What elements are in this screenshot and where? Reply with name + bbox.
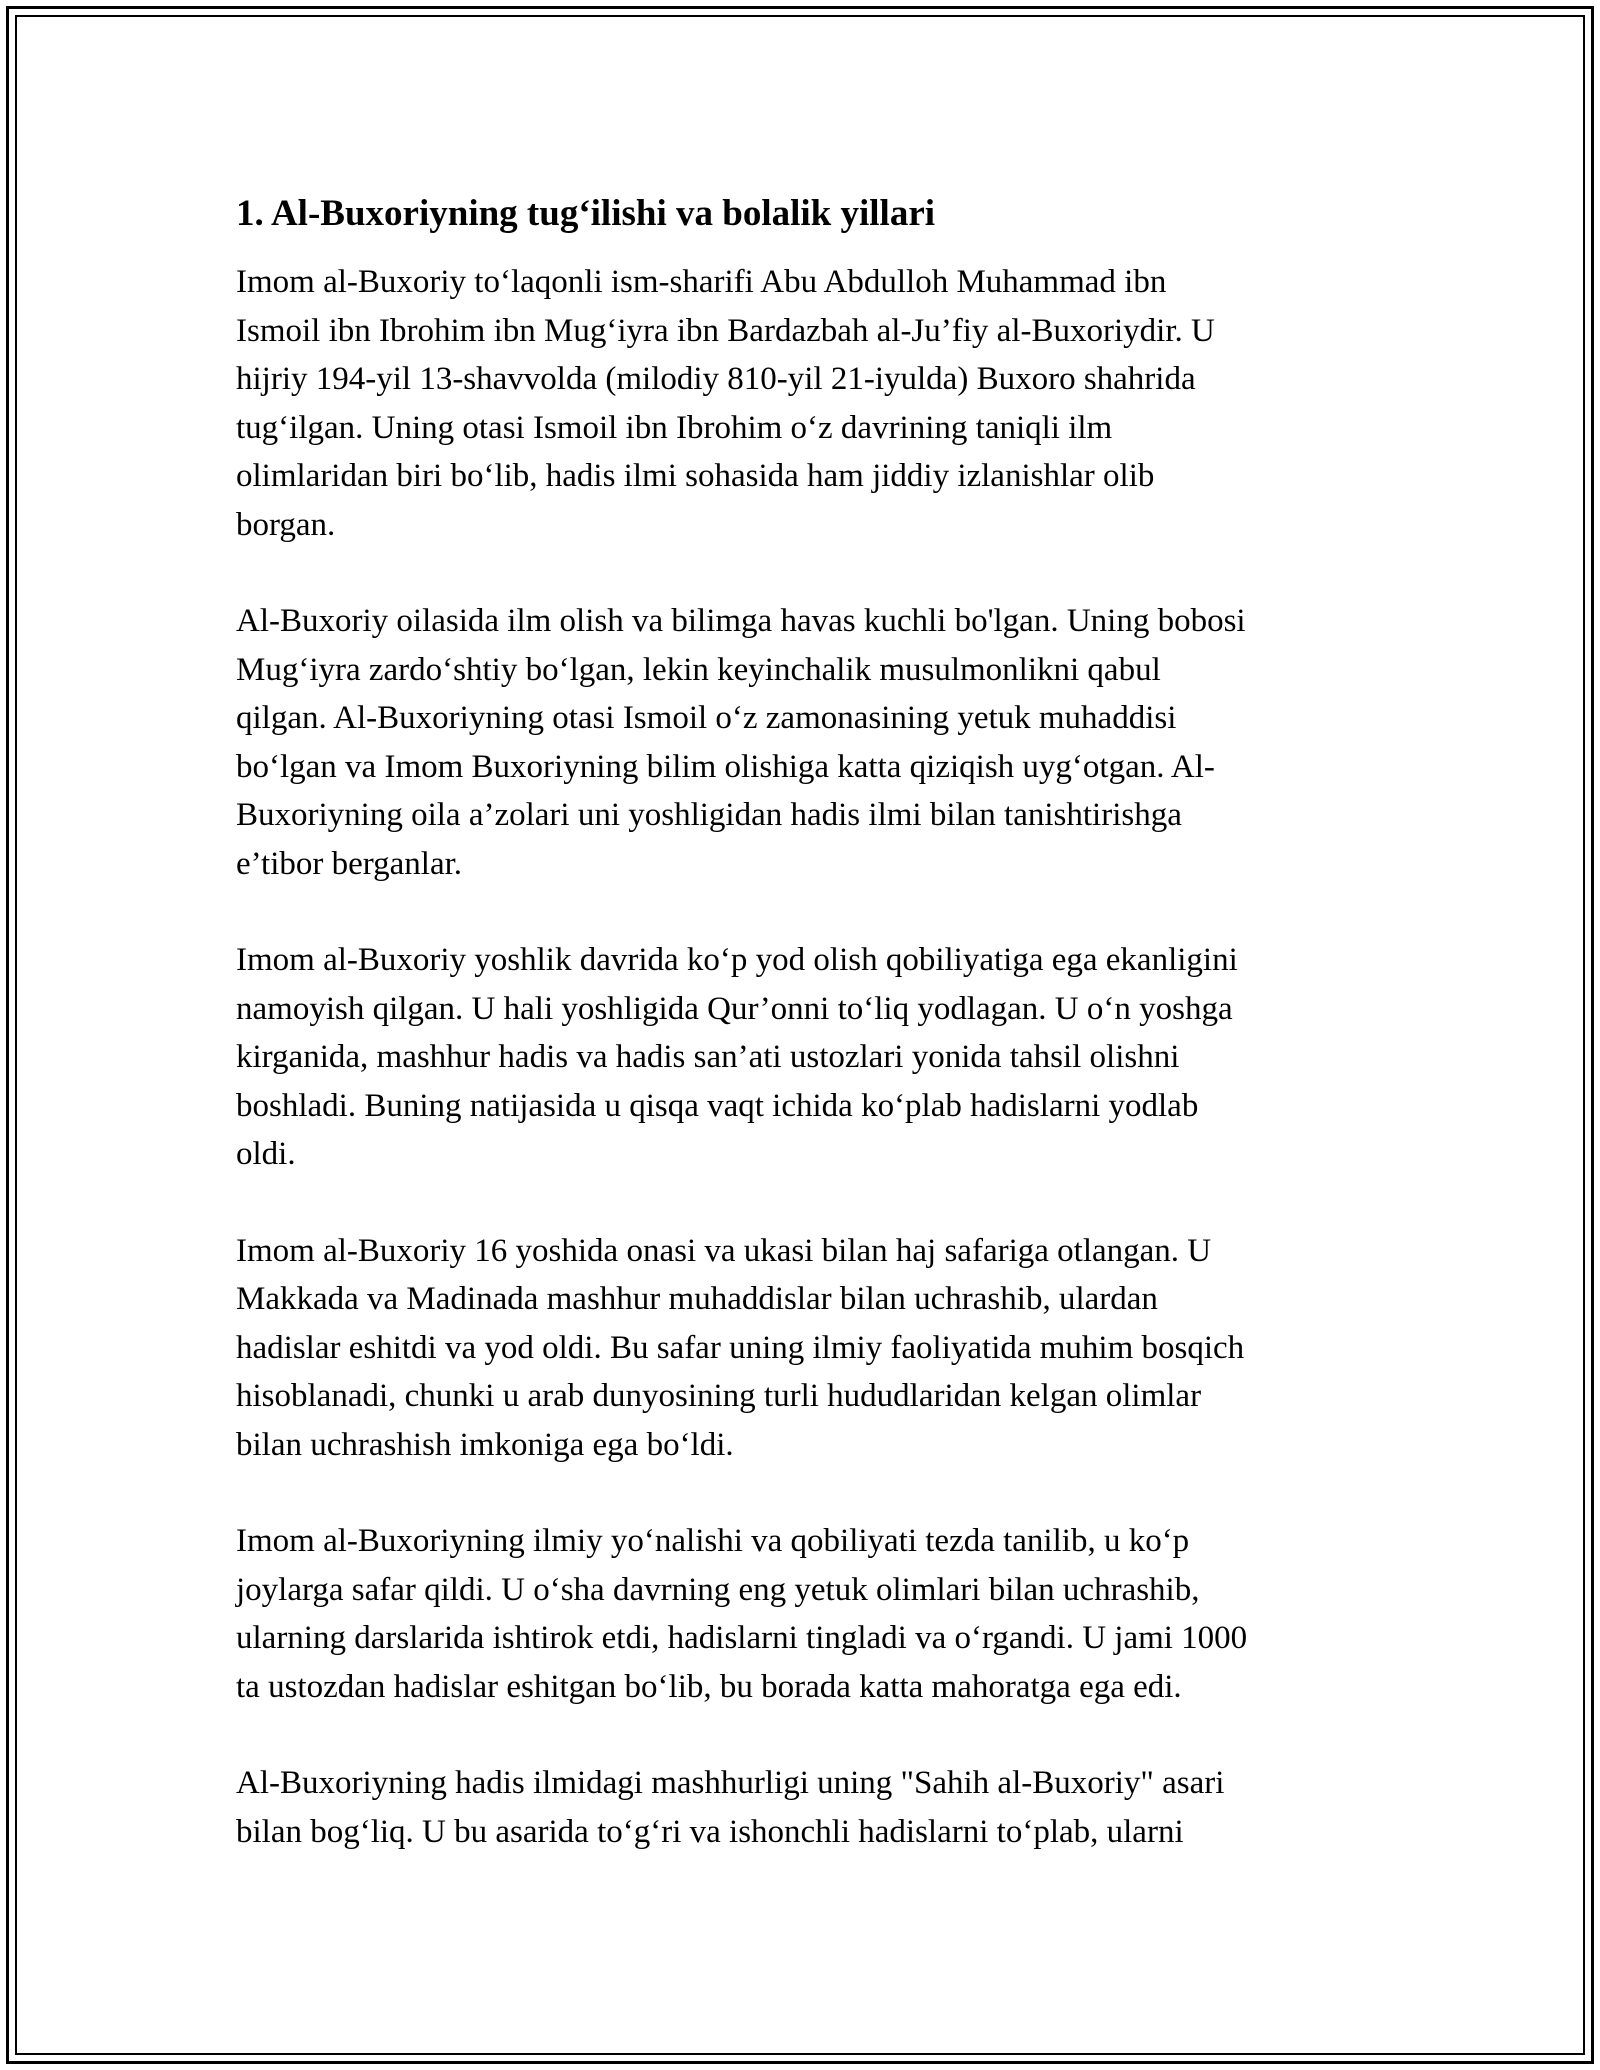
- paragraph-scholarly-travels: Imom al-Buxoriyning ilmiy yo‘nalishi va qobiliyati tezda tanilib, u ko‘p joylarga safar qildi. U o‘sha davrning eng yetuk olimlari bilan uchrashib, ularning darslarida ishtirok etdi, hadislarni tingladi va o‘rgandi. U jami 1000 ta ustozdan hadislar eshitgan bo‘lib, bu borada katta mahoratga ega edi.: [236, 1523, 1248, 1705]
- paragraph-hajj-journey: Imom al-Buxoriy 16 yoshida onasi va ukasi bilan haj safariga otlangan. U Makkada va Madinada mashhur muhaddislar bilan uchrashib, ulardan hadislar eshitdi va yod oldi. Bu safar uning ilmiy faoliyatida muhim bosqich hisoblanadi, chunki u arab dunyosining turli hududlaridan kelgan olimlar bilan uchrashish imkoniga ega bo‘ldi.: [236, 1232, 1245, 1463]
- paragraph-sahih-al-buxoriy: Al-Buxoriyning hadis ilmidagi mashhurligi uning "Sahih al-Buxoriy" asari bilan bog‘liq. U bu asarida to‘g‘ri va ishonchli hadislarni to‘plab, ularni: [236, 1765, 1225, 1850]
- paragraph-youth-memorization: Imom al-Buxoriy yoshlik davrida ko‘p yod olish qobiliyatiga ega ekanligini namoyish qilgan. U hali yoshligida Qur’onni to‘liq yodlagan. U o‘n yoshga kirganida, mashhur hadis va hadis san’ati ustozlari yonida tahsil olishni boshladi. Buning natijasida u qisqa vaqt ichida ko‘plab hadislarni yodlab oldi.: [236, 942, 1238, 1172]
- document-body: [236, 186, 1366, 1904]
- section-heading: 1. Al-Buxoriyning tug‘ilishi va bolalik yillari: [236, 193, 936, 234]
- paragraph-family: Al-Buxoriy oilasida ilm olish va bilimga havas kuchli bo'lgan. Uning bobosi Mug‘iyra zardo‘shtiy bo‘lgan, lekin keyinchalik musulmonlikni qabul qilgan. Al-Buxoriyning otasi Ismoil o‘z zamonasining yetuk muhaddisi bo‘lgan va Imom Buxoriyning bilim olishiga katta qiziqish uyg‘otgan. Al- Buxoriyning oila a’zolari uni yoshligidan hadis ilmi bilan tanishtirishga e’tibor berganlar.: [236, 603, 1246, 882]
- paragraph-birth-name: Imom al-Buxoriy to‘laqonli ism-sharifi Abu Abdulloh Muhammad ibn Ismoil ibn Ibrohim ibn Mug‘iyra ibn Bardazbah al-Ju’fiy al-Buxoriydir. U hijriy 194-yil 13-shavvolda (milodiy 810-yil 21-iyulda) Buxoro shahrida tug‘ilgan. Uning otasi Ismoil ibn Ibrohim o‘z davrining taniqli ilm olimlaridan biri bo‘lib, hadis ilmi sohasida ham jiddiy izlanishlar olib borgan.: [236, 264, 1215, 543]
